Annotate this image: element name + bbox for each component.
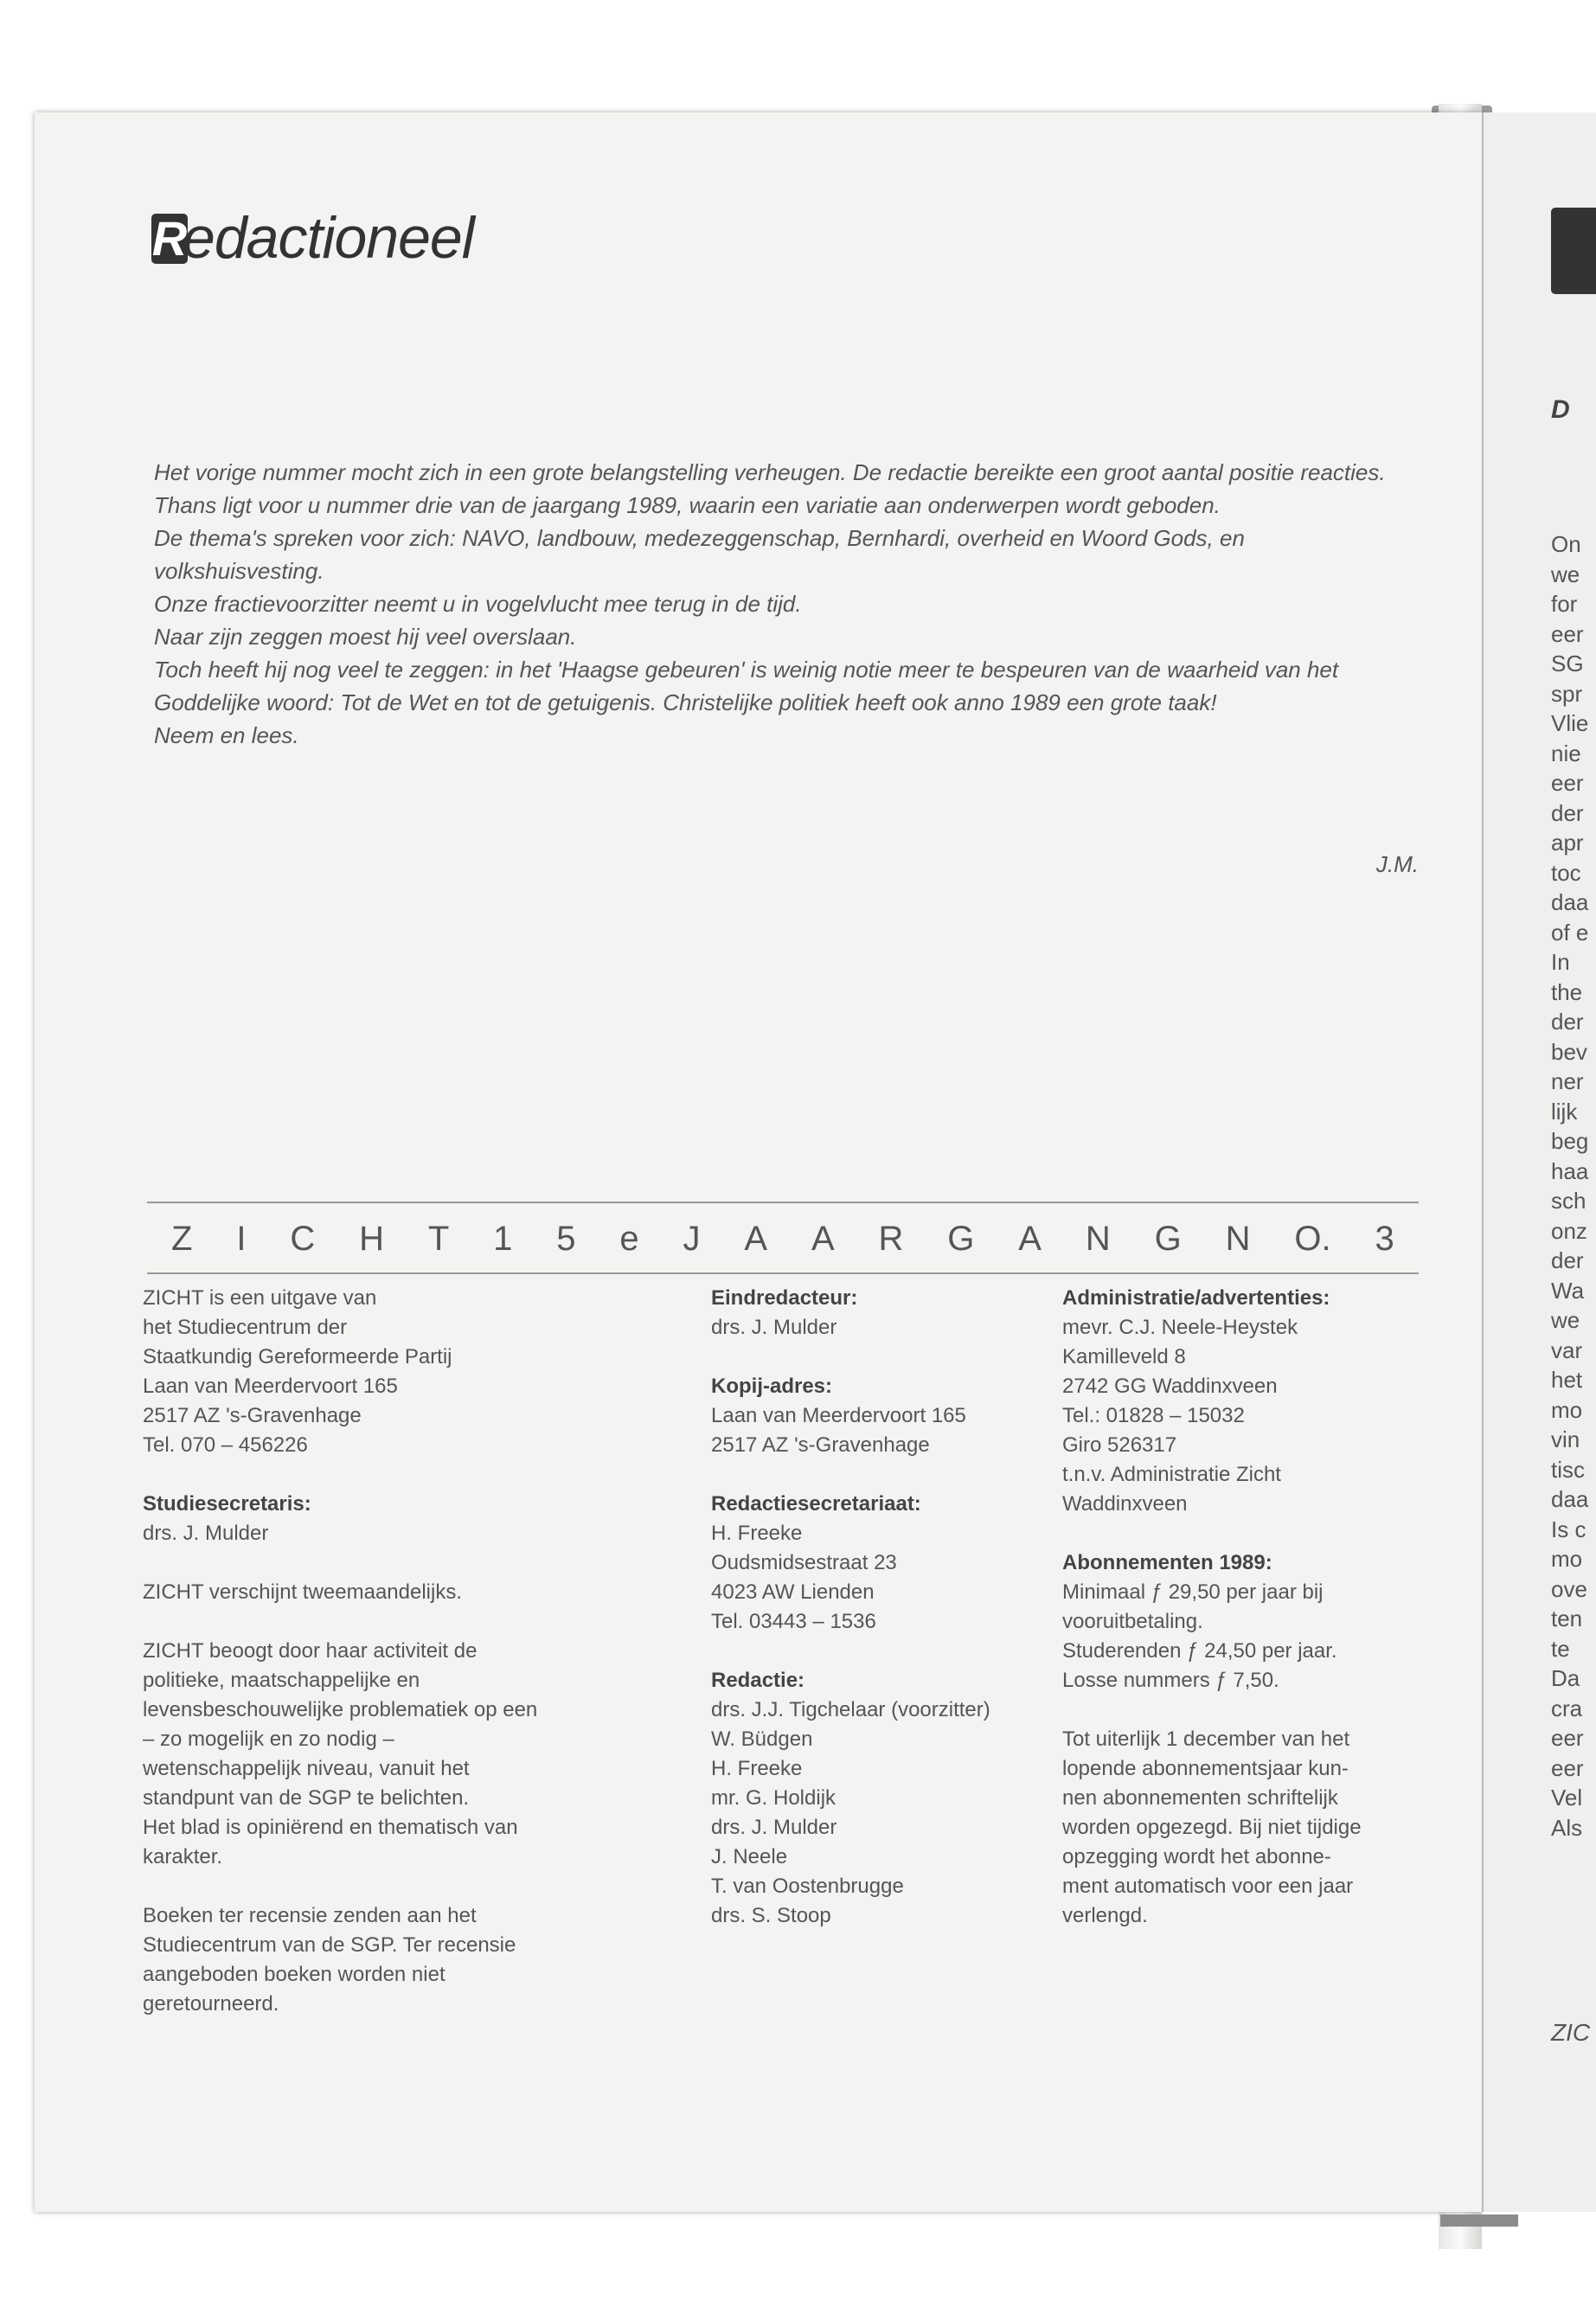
right-page — [1482, 112, 1596, 2212]
editorial-heading: Redactie: — [711, 1669, 805, 1692]
editorial-member: T. van Oostenbrugge — [711, 1875, 904, 1898]
masthead-letter: H — [359, 1219, 384, 1258]
admin-line: Tel.: 01828 – 15032 — [1062, 1404, 1245, 1427]
right-page-fragment: onz — [1551, 1217, 1587, 1244]
right-page-fragment: Vel — [1551, 1785, 1583, 1811]
masthead-letter: A — [744, 1219, 768, 1258]
signature: J.M. — [1375, 851, 1419, 877]
right-page-fragment: daa — [1551, 1486, 1589, 1512]
intro-paragraph: Neem en lees. — [154, 722, 299, 748]
books-line: geretourneerd. — [143, 1992, 279, 2016]
editor-heading: Eindredacteur: — [711, 1286, 858, 1310]
aim-line: karakter. — [143, 1845, 223, 1868]
intro-paragraph: Naar zijn zeggen moest hij veel overslaan. — [154, 624, 577, 650]
cancel-line: nen abonnementen schriftelijk — [1062, 1786, 1338, 1810]
right-page-fragment: bev — [1551, 1038, 1587, 1065]
right-page-fragment: nie — [1551, 740, 1581, 766]
right-page-fragment: for — [1551, 591, 1578, 617]
publisher-line: 2517 AZ 's-Gravenhage — [143, 1404, 362, 1427]
aim-line: politieke, maatschappelijke en — [143, 1669, 420, 1692]
intro-paragraph: Onze fractievoorzitter neemt u in vogelvlucht mee terug in de tijd. — [154, 591, 802, 617]
books-line: aangeboden boeken worden niet — [143, 1963, 445, 1986]
admin-line: Kamilleveld 8 — [1062, 1345, 1186, 1368]
right-page-fragment: ove — [1551, 1575, 1587, 1602]
right-page-footer: ZIC — [1551, 2019, 1591, 2046]
editorial-member: H. Freeke — [711, 1757, 803, 1780]
right-page-fragment: Wa — [1551, 1277, 1585, 1304]
right-page-fragment: ner — [1551, 1068, 1584, 1094]
page-title — [151, 205, 474, 271]
masthead-letter: 5 — [556, 1219, 576, 1258]
right-page-fragment: toc — [1551, 859, 1581, 886]
right-page-fragment: der — [1551, 1247, 1584, 1273]
right-page-fragment: apr — [1551, 830, 1584, 856]
admin-line: 2742 GG Waddinxveen — [1062, 1375, 1278, 1398]
subscription-line: Studerenden ƒ 24,50 per jaar. — [1062, 1639, 1337, 1663]
editorial-intro — [154, 456, 1417, 752]
aim-line: Het blad is opiniërend en thematisch van — [143, 1816, 518, 1839]
right-page-fragment: cra — [1551, 1695, 1583, 1721]
copy-line: Laan van Meerdervoort 165 — [711, 1404, 966, 1427]
secretary-name: drs. J. Mulder — [143, 1522, 269, 1545]
right-page-title-logo — [1551, 208, 1596, 294]
book-spine-bottom — [1440, 2214, 1518, 2227]
cancel-line: Tot uiterlijk 1 december van het — [1062, 1727, 1350, 1751]
right-page-fragment: sch — [1551, 1188, 1586, 1214]
masthead-letter: O. — [1294, 1219, 1331, 1258]
right-page-fragment: Vlie — [1551, 710, 1589, 736]
right-page-fragment: of e — [1551, 919, 1589, 945]
right-page-fragment: Is c — [1551, 1516, 1586, 1542]
colophon-column-publisher — [143, 1284, 636, 2019]
masthead-letter: G — [1154, 1219, 1182, 1258]
subscription-line: Losse nummers ƒ 7,50. — [1062, 1669, 1279, 1692]
right-page-fragment: ten — [1551, 1606, 1583, 1631]
masthead-letter: T — [427, 1219, 450, 1258]
right-page-fragment: tisc — [1551, 1456, 1585, 1483]
right-page-fragment: In — [1551, 949, 1570, 975]
masthead-letter: e — [619, 1219, 639, 1258]
right-page-fragment: spr — [1551, 680, 1583, 707]
editorial-member: drs. S. Stoop — [711, 1904, 831, 1927]
aim-line: – zo mogelijk en zo nodig – — [143, 1727, 394, 1751]
right-page-fragment: On — [1551, 531, 1581, 557]
masthead-letter: 3 — [1375, 1219, 1394, 1258]
right-page-fragment: mo — [1551, 1396, 1583, 1423]
books-line: Studiecentrum van de SGP. Ter recensie — [143, 1933, 516, 1957]
right-page-fragment: haa — [1551, 1157, 1589, 1184]
aim-line: ZICHT beoogt door haar activiteit de — [143, 1639, 478, 1663]
publisher-line: ZICHT is een uitgave van — [143, 1286, 377, 1310]
masthead-letter: 1 — [493, 1219, 513, 1258]
masthead-letter: I — [236, 1219, 247, 1258]
editor-name: drs. J. Mulder — [711, 1316, 837, 1339]
publisher-line: Staatkundig Gereformeerde Partij — [143, 1345, 452, 1368]
masthead-letter: N — [1225, 1219, 1251, 1258]
masthead — [147, 1211, 1419, 1266]
right-page-fragment: the — [1551, 978, 1583, 1005]
right-page-fragment: eer — [1551, 1754, 1584, 1781]
masthead-letter: R — [878, 1219, 904, 1258]
right-page-fragment: var — [1551, 1336, 1583, 1363]
title-text: edactioneel — [183, 205, 474, 271]
right-page-fragment: Da — [1551, 1665, 1580, 1691]
subscription-line: vooruitbetaling. — [1062, 1610, 1203, 1633]
colophon-column-admin — [1062, 1284, 1417, 1931]
editorial-member: mr. G. Holdijk — [711, 1786, 836, 1810]
secretariat-line: H. Freeke — [711, 1522, 803, 1545]
editorial-member: J. Neele — [711, 1845, 788, 1868]
cancel-line: ment automatisch voor een jaar — [1062, 1875, 1354, 1898]
editorial-member: W. Büdgen — [711, 1727, 813, 1751]
right-page-fragment: SG — [1551, 651, 1584, 676]
publisher-line: Tel. 070 – 456226 — [143, 1433, 308, 1457]
masthead-letter: C — [290, 1219, 316, 1258]
masthead-letter: A — [811, 1219, 835, 1258]
frequency-text: ZICHT verschijnt tweemaandelijks. — [143, 1580, 463, 1604]
editorial-member: drs. J.J. Tigchelaar (voorzitter) — [711, 1698, 990, 1721]
copy-heading: Kopij-adres: — [711, 1375, 833, 1398]
right-page-subtitle: D — [1551, 395, 1570, 424]
right-page-fragment: we — [1551, 561, 1580, 587]
right-page-fragment: Als — [1551, 1814, 1583, 1841]
secretariat-line: Oudsmidsestraat 23 — [711, 1551, 897, 1574]
copy-line: 2517 AZ 's-Gravenhage — [711, 1433, 930, 1457]
admin-line: Giro 526317 — [1062, 1433, 1177, 1457]
publisher-line: het Studiecentrum der — [143, 1316, 348, 1339]
intro-paragraph: Thans ligt voor u nummer drie van de jaargang 1989, waarin een variatie aan onderwerpen wordt geboden. — [154, 492, 1221, 518]
editorial-member: drs. J. Mulder — [711, 1816, 837, 1839]
admin-line: t.n.v. Administratie Zicht — [1062, 1463, 1281, 1486]
secretariat-heading: Redactiesecretariaat: — [711, 1492, 921, 1516]
admin-line: Waddinxveen — [1062, 1492, 1188, 1516]
publisher-line: Laan van Meerdervoort 165 — [143, 1375, 398, 1398]
cancel-line: verlengd. — [1062, 1904, 1148, 1927]
cancel-line: opzegging wordt het abonne- — [1062, 1845, 1331, 1868]
admin-line: mevr. C.J. Neele-Heystek — [1062, 1316, 1298, 1339]
intro-paragraph: De thema's spreken voor zich: NAVO, landbouw, medezeggenschap, Bernhardi, overheid en Woord Gods, en volkshuisvesting. — [154, 525, 1245, 584]
cancel-line: lopende abonnementsjaar kun- — [1062, 1757, 1349, 1780]
right-page-fragment: eer — [1551, 770, 1584, 796]
aim-line: standpunt van de SGP te belichten. — [143, 1786, 470, 1810]
admin-heading: Administratie/advertenties: — [1062, 1286, 1330, 1310]
right-page-fragment: beg — [1551, 1128, 1589, 1154]
right-page-text-fragments — [1551, 529, 1588, 1843]
books-line: Boeken ter recensie zenden aan het — [143, 1904, 477, 1927]
masthead-letter: Z — [171, 1219, 193, 1258]
masthead-rule-top — [147, 1202, 1419, 1203]
masthead-letter: G — [947, 1219, 975, 1258]
secretary-heading: Studiesecretaris: — [143, 1492, 311, 1516]
right-page-fragment: lijk — [1551, 1098, 1578, 1125]
aim-line: levensbeschouwelijke problematiek op een — [143, 1698, 538, 1721]
subscriptions-heading: Abonnementen 1989: — [1062, 1551, 1272, 1574]
secretariat-line: 4023 AW Lienden — [711, 1580, 875, 1604]
intro-paragraph: Toch heeft hij nog veel te zeggen: in het 'Haagse gebeuren' is weinig notie meer te bespeuren van de waarheid van het Goddelijke woord: Tot de Wet en tot de getuigenis. Christelijke politiek heeft ook anno 1989 een grote taak! — [154, 657, 1339, 715]
right-page-fragment: het — [1551, 1367, 1583, 1393]
right-page-fragment: daa — [1551, 889, 1589, 915]
right-page-fragment: eer — [1551, 1725, 1584, 1751]
right-page-fragment: vin — [1551, 1426, 1580, 1452]
masthead-rule-bottom — [147, 1272, 1419, 1274]
masthead-letter: N — [1085, 1219, 1111, 1258]
right-page-fragment: eer — [1551, 620, 1584, 647]
title-initial-logo: R — [151, 211, 188, 266]
right-page-fragment: der — [1551, 799, 1584, 826]
right-page-fragment: der — [1551, 1009, 1584, 1035]
right-page-fragment: mo — [1551, 1546, 1583, 1572]
right-page-fragment: te — [1551, 1635, 1570, 1662]
intro-paragraph: Het vorige nummer mocht zich in een grote belangstelling verheugen. De redactie bereikte een groot aantal positie reacties. — [154, 459, 1386, 485]
masthead-letter: J — [683, 1219, 701, 1258]
colophon-column-editorial — [711, 1284, 1057, 1931]
subscription-line: Minimaal ƒ 29,50 per jaar bij — [1062, 1580, 1324, 1604]
cancel-line: worden opgezegd. Bij niet tijdige — [1062, 1816, 1362, 1839]
secretariat-line: Tel. 03443 – 1536 — [711, 1610, 876, 1633]
masthead-letter: A — [1018, 1219, 1042, 1258]
aim-line: wetenschappelijk niveau, vanuit het — [143, 1757, 470, 1780]
right-page-fragment: we — [1551, 1307, 1580, 1333]
